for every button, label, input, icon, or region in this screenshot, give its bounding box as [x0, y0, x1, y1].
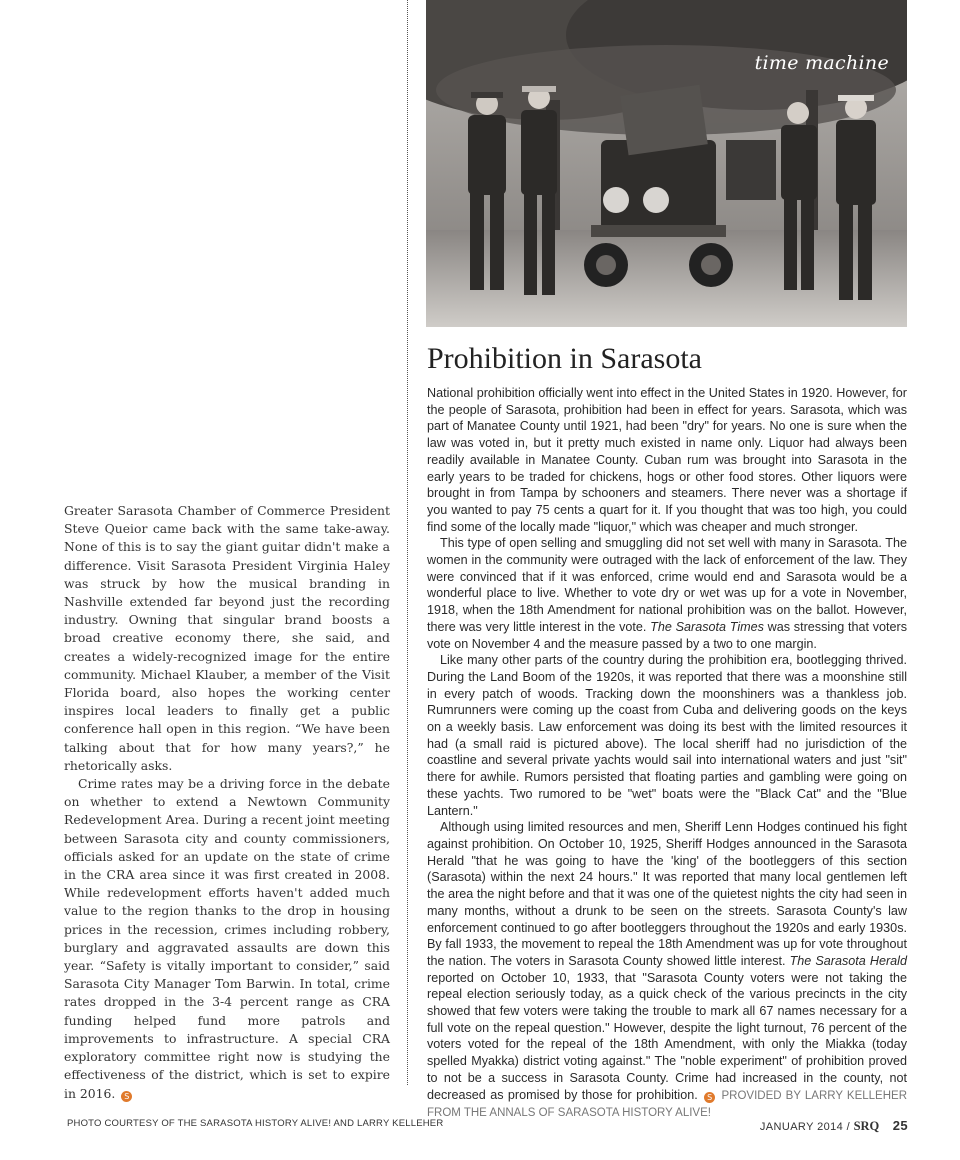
article-paragraph-2-b: was stressing that voters vote on November 4 and the measure passed by a two to one margin.	[427, 619, 907, 651]
article-paragraph-2	[427, 535, 907, 652]
page-number: 25	[892, 1118, 908, 1133]
magazine-name: SRQ	[853, 1119, 880, 1133]
article-paragraph-4-b: reported on October 10, 1933, that "Sarasota County voters were not taking the repeal election seriously today, as a quick check of the various precincts in the city showed that few voters were taking the trouble to mark all 67 names necessary for a full vote on the repeal question." However, despite the light turnout, 76 percent of the voters voted for the repeal of the 18th Amendment, with only the Miakka (today spelled Myakka) district voting against." The "noble experiment" of prohibition proved to not be a success in Sarasota County. Crime had increased in the county, not decreased as promised by those for prohibition.	[427, 970, 907, 1102]
section-label: time machine	[754, 52, 889, 74]
left-column	[64, 502, 390, 1103]
photo-illustration	[426, 0, 907, 327]
end-mark-icon: S	[704, 1092, 715, 1103]
column-divider	[407, 0, 408, 1085]
photo-credit: PHOTO COURTESY OF THE SARASOTA HISTORY ALIVE! AND LARRY KELLEHER	[67, 1118, 444, 1129]
left-paragraph-2-text: Crime rates may be a driving force in the debate on whether to extend a Newtown Community Redevelopment Area. During a recent joint meeting between Sarasota city and county commissioners, officials asked for an update on the state of crime in the CRA area since it was first created in 2008. While redevelopment efforts haven't added much value to the region thanks to the drop in housing prices in the recession, crimes including robbery, burglary and aggravated assaults are down this year. “Safety is vitally important to consider,” said Sarasota City Manager Tom Barwin. In total, crime rates dropped in the 3-4 percent range as CRA funding helped fund more patrols and improvements to infrastructure. A special CRA exploratory committee right now is studying the effectiveness of the district, which is set to expire in 2016.	[64, 776, 390, 1101]
left-paragraph-2	[64, 775, 390, 1103]
newspaper-name-times: The Sarasota Times	[650, 619, 764, 634]
left-paragraph-1: Greater Sarasota Chamber of Commerce President Steve Queior came back with the same take-away. None of this is to say the giant guitar didn't make a difference. Visit Sarasota President Virginia Haley was struck by how the musical branding in Nashville extended far beyond just the recording industry. Owning that singular brand boosts a broad creative economy there, she said, and creates a widely-recognized image for the entire community. Michael Klauber, a member of the Visit Florida board, also hopes the working center inspires local leaders to finally get a public conference hall open in this region. “We have been talking about that for how many years?,” he rhetorically asks.	[64, 503, 390, 773]
article-body	[427, 385, 907, 1122]
issue-date: JANUARY 2014	[759, 1121, 844, 1133]
article-credit: PROVIDED BY LARRY KELLEHER FROM THE ANNALS OF SARASOTA HISTORY ALIVE!	[427, 1089, 908, 1120]
article-paragraph-3: Like many other parts of the country during the prohibition era, bootlegging thrived. During the Land Boom of the 1920s, it was reported that there was a moonshine still in every patch of woods. Tracking down the moonshiners was a thankless job. Rumrunners were coming up the coast from Cuba and delivering goods on the keys on a weekly basis. Law enforcement was doing its best with the limited resources it had (a small raid is pictured above). The local sheriff had no jurisdiction of the coastline and several private yachts would sail into international waters and just "sit" there for awhile. Rumors persisted that floating parties and gambling were going on these yachts. Two rumored to be "wet" boats were the "Black Cat" and the "Blue Lantern."	[427, 653, 907, 818]
article-paragraph-4	[427, 819, 907, 1122]
folio	[760, 1118, 908, 1134]
folio-separator: /	[846, 1121, 851, 1133]
article-paragraph-4-a: Although using limited resources and men, Sheriff Lenn Hodges continued his fight against prohibition. On October 10, 1925, Sheriff Hodges announced in the Sarasota Herald "that he was going to have the 'king' of the bootleggers of this section (Sarasota) within the next 24 hours." It was reported that many local gentlemen left the area the night before and that it was one of the quietest nights the city had seen in many months, without a drunk to be seen on the streets. Sarasota County's law enforcement continued to go after bootleggers throughout the 1920s and early 1930s. By fall 1933, the movement to repeal the 18th Amendment was up for vote throughout the nation. The voters in Sarasota County showed little interest.	[427, 820, 907, 968]
end-mark-icon: S	[121, 1091, 132, 1102]
historic-photo	[426, 0, 907, 327]
newspaper-name-herald: The Sarasota Herald	[789, 953, 907, 968]
article-paragraph-2-a: This type of open selling and smuggling did not set well with many in Sarasota. The women in the community were outraged with the lack of enforcement of the law. They were convinced that if it was enforced, crime would end and Sarasota would be a wonderful place to live. Whether to vote dry or wet was up for a vote in November, 1918, when the 18th Amendment for national prohibition was on the ballot. However, there was very little interest in the vote.	[427, 536, 907, 634]
article-title: Prohibition in Sarasota	[427, 342, 702, 375]
article-paragraph-1: National prohibition officially went into effect in the United States in 1920. However, for the people of Sarasota, prohibition had been in effect for years. Sarasota, which was part of Manatee County until 1921, had been "dry" for years. No one is sure when the law was voted in, but it pretty much existed in name only. Liquor had always been readily available in Manatee County. Cuban rum was brought into Sarasota in the early years to be traded for chickens, hogs or other food stores. Other liquors were brought in from Tampa by schooners and steamers. There never was a shortage if you wanted to pay 75 cents a quart for it. If you thought that was too high, you could find some of the locally made "liquor," which was cheaper and much stronger.	[427, 386, 907, 534]
